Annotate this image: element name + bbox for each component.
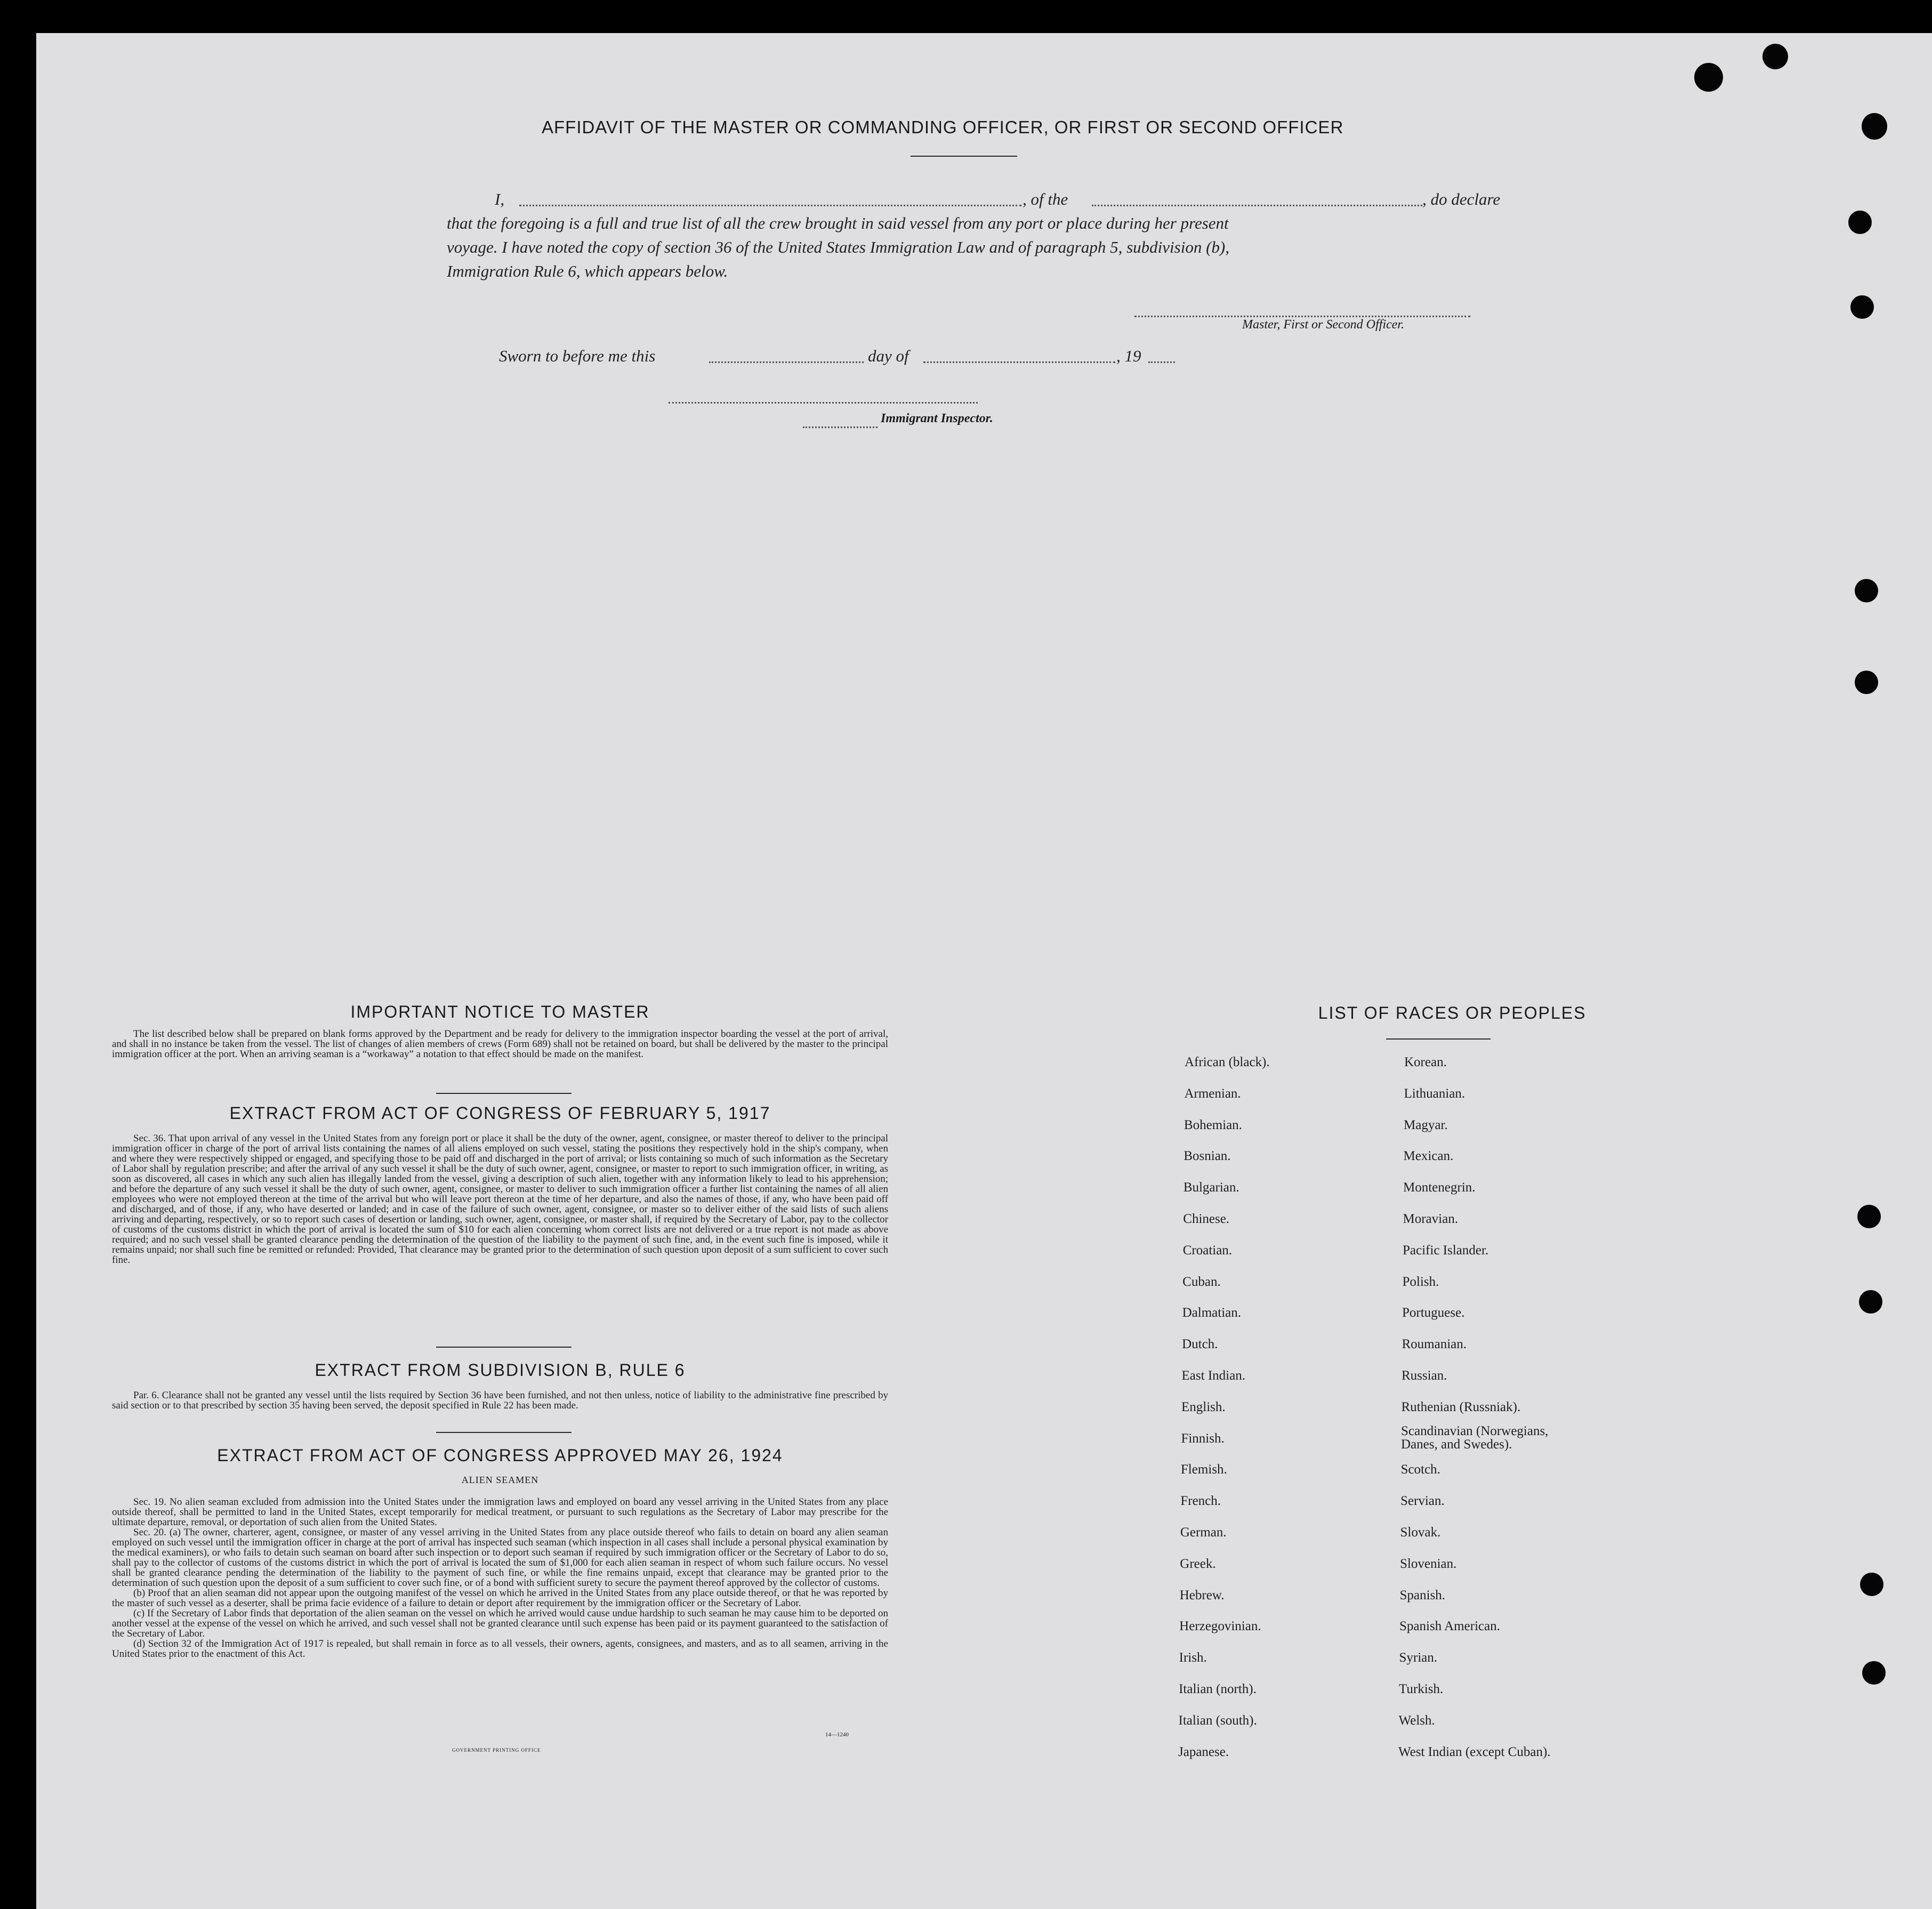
race-left-item: Cuban. — [1182, 1274, 1221, 1289]
race-left-item: Hebrew. — [1179, 1588, 1225, 1602]
sworn-text: Sworn to before me this — [499, 347, 656, 365]
extract-1917-title: EXTRACT FROM ACT OF CONGRESS OF FEBRUARY 5, 1917 — [229, 1103, 771, 1123]
ink-blot — [1762, 44, 1788, 69]
binder-hole — [1850, 295, 1874, 319]
race-left-item: Herzegovinian. — [1179, 1619, 1261, 1634]
inspector-label-lead — [803, 426, 878, 428]
race-right-item: Roumanian. — [1402, 1337, 1467, 1352]
printer-imprint: GOVERNMENT PRINTING OFFICE — [452, 1747, 541, 1753]
race-left-item: Dutch. — [1182, 1337, 1218, 1352]
affidavit-do-declare: , do declare — [1422, 190, 1501, 208]
race-left-item: Dalmatian. — [1182, 1306, 1242, 1320]
document-page — [36, 33, 1932, 1909]
race-right-item: Polish. — [1402, 1274, 1439, 1289]
race-right-item: Spanish. — [1399, 1588, 1445, 1602]
race-left-item: Bulgarian. — [1183, 1180, 1239, 1195]
inspector-label: Immigrant Inspector. — [881, 412, 993, 425]
day-of-text: day of — [868, 347, 909, 365]
alien-seamen-subtitle: ALIEN SEAMEN — [461, 1475, 539, 1485]
extract-1917-body: Sec. 36. That upon arrival of any vessel in the United States from any foreign port or place it shall be the duty of the owner, agent, consignee, or master thereof to deliver to the principal immigration officer in charge of the port of arrival lists containing the names of all aliens employed on such vessel, stating the positions they respectively hold in the ship's company, when and where they were respectively shipped or engaged, and specifying those to be paid off and discharged in the port of arrival; or lists containing so much of such information as the Secretary of Labor shall by regulation prescribe; and after the arrival of any such vessel it shall be the duty of such owner, agent, consignee, or master to report to such immigration officer, in writing, as soon as discovered, all cases in which any such alien has illegally landed from the vessel, giving a description of such alien, together with any information likely to lead to his apprehension; and before the departure of any such vessel it shall be the duty of such owner, agent, consignee, or master to deliver to such immigration officer a further list containing the names of all alien employees who were not employed thereon at the time of the arrival but who will leave port thereon at the time of her departure, and also the names of those, if any, who have been paid off and discharged, and of those, if any, who have deserted or landed; and in case of the failure of such owner, agent, consignee, or master so to deliver either of the said lists of such aliens arriving and departing, respectively, or so to report such cases of desertion or landing, such owner, agent, consignee, or master shall, if required by the Secretary of Labor, pay to the collector of customs of the customs district in which the port of arrival is located the sum of $10 for each alien concerning whom correct lists are not delivered or a true report is not made as above required; and no such vessel shall be granted clearance pending the determination of the question of the liability to the payment of such fine, and, in the event such fine is imposed, while it remains unpaid; nor shall such fine be remitted or refunded: Provided, That clearance may be granted prior to the determination of such question upon deposit of a sum sufficient to cover such fine. — [112, 1133, 888, 1266]
sec-20b-paragraph: (b) Proof that an alien seaman did not appear upon the outgoing manifest of the vessel on which he arrived in the United States from any place outside thereof, or that he was reported by the master of such vessel as a deserter, shall be prima facie evidence of a failure to detain or deport after requirement by the immigration officer or the Secretary of Labor. — [112, 1588, 888, 1609]
signature-line[interactable] — [1134, 316, 1470, 317]
race-right-item: Slovak. — [1400, 1525, 1441, 1540]
binder-hole — [1862, 1661, 1886, 1685]
race-right-item: Russian. — [1402, 1368, 1447, 1383]
divider-3 — [436, 1432, 571, 1433]
sec-20c-paragraph: (c) If the Secretary of Labor finds that deportation of the alien seaman on the vessel on which he arrived would cause undue hardship to such seaman he may cause him to be deported on another vessel at the expense of the vessel on which he arrived, and such vessel shall not be granted clearance until such expense has been paid or its payment guaranteed to the satisfaction of the Secretary of Labor. — [112, 1608, 888, 1639]
year-blank[interactable] — [1148, 361, 1175, 363]
race-right-item: Montenegrin. — [1403, 1180, 1476, 1195]
ink-blot — [1694, 63, 1723, 92]
race-left-item: Armenian. — [1184, 1086, 1241, 1101]
signature-label: Master, First or Second Officer. — [1242, 318, 1404, 332]
sec-19-paragraph: Sec. 19. No alien seaman excluded from admission into the United States under the immigration laws and employed on board any vessel arriving in the United States from any place outside thereof, shall be permitted to land in the United States, except temporarily for medical treatment, or pursuant to such regulations as the Secretary of Labor may prescribe for the ultimate departure, removal, or deportation of such alien from the United States. — [112, 1496, 888, 1528]
race-left-item: African (black). — [1185, 1055, 1270, 1069]
race-right-item: Lithuanian. — [1404, 1086, 1466, 1101]
sec-20a-paragraph: Sec. 20. (a) The owner, charterer, agent, consignee, or master of any vessel arriving in the United States from any place outside thereof who fails to detain on board any alien seaman employed on such vessel until the immigration officer in charge at the port of arrival has inspected such seaman (which inspection in all cases shall include a personal physical examination by the medical examiners), or who fails to detain such seaman on board after such inspection or to deport such seaman if required by such immigration officer or the Secretary of Labor to do so, shall pay to the collector of customs of the customs district in which the port of arrival is located the sum of $1,000 for each alien seaman in respect of whom such failure occurs. No vessel shall be granted clearance pending the determination of the liability to the payment of such fine, or while the fine remains unpaid, except that clearance may be granted prior to the determination of such question upon the deposit of a sum sufficient to cover such fine, or of a bond with sufficient surety to secure the payment thereof approved by the collector of customs. — [112, 1527, 888, 1589]
race-left-item: Flemish. — [1180, 1462, 1227, 1477]
race-left-item: Greek. — [1180, 1556, 1216, 1571]
binder-hole — [1848, 211, 1872, 234]
year-text: , 19 — [1116, 347, 1141, 365]
sec-20d-paragraph: (d) Section 32 of the Immigration Act of 1917 is repealed, but shall remain in force as to all vessels, their owners, agents, consignees, and masters, and as to all seamen, arriving in the United States prior to the enactment of this Act. — [112, 1638, 888, 1660]
race-right-item: Mexican. — [1403, 1149, 1454, 1164]
race-left-item: Irish. — [1179, 1650, 1207, 1665]
race-right-item: Ruthenian (Russniak). — [1401, 1399, 1521, 1414]
race-left-item: Croatian. — [1182, 1243, 1233, 1258]
race-right-item: Welsh. — [1398, 1713, 1435, 1728]
races-title-underline — [1386, 1038, 1491, 1040]
race-right-item: Spanish American. — [1399, 1619, 1500, 1634]
races-title: LIST OF RACES OR PEOPLES — [1318, 1003, 1587, 1022]
ink-blot — [1862, 113, 1887, 140]
extract-1924-title: EXTRACT FROM ACT OF CONGRESS APPROVED MAY 26, 1924 — [217, 1446, 783, 1465]
extract-1924-body — [112, 1497, 888, 1659]
race-right-item: Pacific Islander. — [1403, 1243, 1489, 1258]
race-right-item: Portuguese. — [1402, 1306, 1465, 1320]
divider-1 — [436, 1093, 571, 1094]
binder-hole — [1857, 1205, 1881, 1228]
sworn-day-blank[interactable] — [709, 361, 864, 363]
vessel-blank[interactable] — [1092, 205, 1422, 206]
notice-body: The list described below shall be prepared on blank forms approved by the Department and be ready for delivery to the immigration inspector boarding the vessel at the port of arrival, and shall in no instance be taken from the vessel. The list of changes of alien members of crews (Form 689) shall not be retained on board, but shall be delivered by the master to the principal immigration officer at the port. When an arriving seaman is a “workaway” a notation to that effect should be made on the manifest. — [112, 1028, 888, 1060]
extract-rule6-body: Par. 6. Clearance shall not be granted any vessel until the lists required by Section 36 have been furnished, and not then unless, notice of liability to the administrative fine prescribed by said section or to that prescribed by section 35 having been served, the deposit specified in Rule 22 has been made. — [112, 1390, 888, 1411]
affidavit-line-2: that the foregoing is a full and true list of all the crew brought in said vessel from any port or place during her present — [447, 214, 1229, 232]
race-left-item: Finnish. — [1181, 1431, 1225, 1446]
affidavit-of-the: , of the — [1023, 190, 1068, 208]
affidavit-line-3: voyage. I have noted the copy of section 36 of the United States Immigration Law and of paragraph 5, subdivision (b), — [447, 238, 1229, 256]
race-right-item: Slovenian. — [1400, 1556, 1457, 1571]
race-left-item: French. — [1180, 1494, 1221, 1509]
affidavit-title: AFFIDAVIT OF THE MASTER OR COMMANDING OFFICER, OR FIRST OR SECOND OFFICER — [542, 117, 1344, 137]
notice-title: IMPORTANT NOTICE TO MASTER — [350, 1002, 650, 1021]
race-right-item: West Indian (except Cuban). — [1398, 1744, 1551, 1759]
inspector-signature-line[interactable] — [669, 402, 978, 404]
binder-hole — [1855, 579, 1878, 602]
binder-hole — [1860, 1573, 1883, 1596]
race-left-item: Chinese. — [1183, 1212, 1230, 1226]
race-right-item: Magyar. — [1404, 1117, 1448, 1132]
form-number: 14—1240 — [825, 1731, 849, 1738]
race-right-item: Scotch. — [1400, 1462, 1440, 1477]
name-blank[interactable] — [519, 205, 1021, 206]
race-right-item: Scandinavian (Norwegians, Danes, and Swedes). — [1401, 1423, 1549, 1452]
race-right-item: Syrian. — [1399, 1650, 1438, 1665]
race-right-item: Moravian. — [1403, 1212, 1458, 1226]
race-left-item: English. — [1181, 1399, 1226, 1414]
month-blank[interactable] — [923, 361, 1115, 363]
race-right-item: Turkish. — [1399, 1682, 1444, 1696]
binder-hole — [1855, 671, 1878, 694]
title-underline — [911, 156, 1017, 157]
race-right-item: Servian. — [1400, 1494, 1445, 1509]
extract-rule6-title: EXTRACT FROM SUBDIVISION B, RULE 6 — [315, 1360, 686, 1380]
affidavit-i: I, — [495, 190, 505, 208]
race-right-item: Korean. — [1404, 1055, 1447, 1069]
binder-hole — [1859, 1290, 1882, 1314]
race-left-item: Japanese. — [1178, 1744, 1229, 1759]
race-left-item: Bosnian. — [1184, 1149, 1231, 1164]
divider-2 — [436, 1347, 571, 1348]
race-left-item: Bohemian. — [1184, 1117, 1242, 1132]
affidavit-line-4: Immigration Rule 6, which appears below. — [447, 262, 728, 280]
race-left-item: Italian (south). — [1178, 1713, 1257, 1728]
race-left-item: East Indian. — [1181, 1368, 1245, 1383]
race-left-item: Italian (north). — [1179, 1682, 1257, 1696]
race-left-item: German. — [1180, 1525, 1227, 1540]
